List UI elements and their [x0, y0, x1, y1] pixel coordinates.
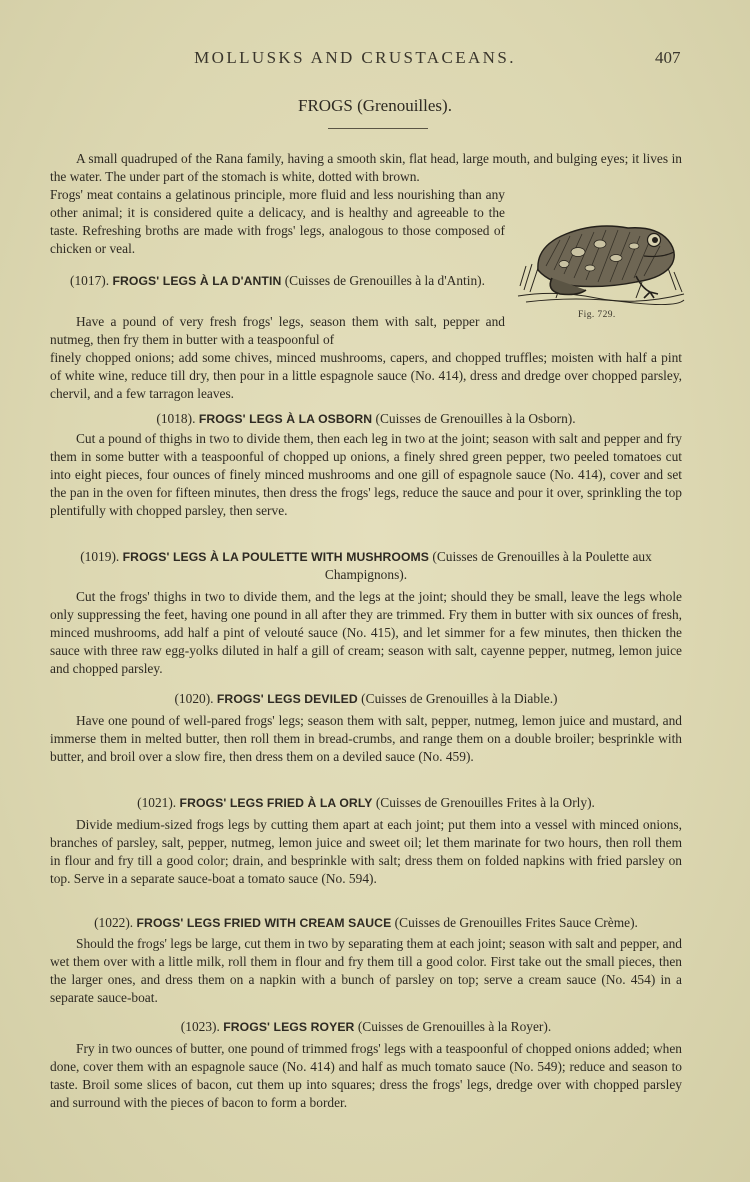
- recipe-heading-1022: (1022). FROGS' LEGS FRIED WITH CREAM SAUCE (Cuisses de Grenouilles Frites Sauce Crème).: [94, 915, 638, 930]
- figure-caption: Fig. 729.: [578, 310, 616, 320]
- frog-engraving-icon: [516, 206, 686, 306]
- page-number: 407: [655, 48, 681, 67]
- title-rule: [328, 128, 428, 129]
- recipe-heading-1017: (1017). FROGS' LEGS À LA D'ANTIN (Cuisses de Grenouilles à la d'Antin).: [70, 273, 485, 288]
- recipe-heading-1020: (1020). FROGS' LEGS DEVILED (Cuisses de Grenouilles à la Diable.): [174, 691, 558, 706]
- recipe-body-1021: Divide medium-sized frogs legs by cutting them apart at each joint; put them into a vessel with minced onions, branches of parsley, salt, pepper, nutmeg, lemon juice and sweet oil; let them marinate for two hours, then roll them in flour and fry till a good color; drain, and besprinkle with salt; dress them on folded napkins with fried parsley on top. Serve in a separate sauce-boat a tomato sauce (No. 594).: [50, 817, 682, 886]
- intro-paragraph-top: A small quadruped of the Rana family, having a smooth skin, flat head, large mouth, and bulging eyes; it lives in the water. The under part of the stomach is white, dotted with brown.: [50, 151, 682, 184]
- recipe-body-1017-side: Have a pound of very fresh frogs' legs, season them with salt, pepper and nutmeg, then fry them in butter with a teaspoonful of: [50, 314, 505, 347]
- recipe-heading-1019: (1019). FROGS' LEGS À LA POULETTE WITH MUSHROOMS (Cuisses de Grenouilles à la Poulette aux Champignons).: [80, 549, 652, 582]
- running-head: MOLLUSKS AND CRUSTACEANS.: [194, 48, 516, 67]
- recipe-body-1020: Have one pound of well-pared frogs' legs; season them with salt, pepper, nutmeg, lemon juice and mustard, and immerse them in melted butter, then roll them in bread-crumbs, and range them on a double broiler; besprinkle with butter, and broil over a slow fire, then dress them on a deviled sauce (No. 459).: [50, 713, 682, 764]
- recipe-body-1018: Cut a pound of thighs in two to divide them, then each leg in two at the joint; season with salt and pepper and fry them in some butter with a teaspoonful of chopped up onions, a finely shred green pepper, two peeled tomatoes cut into eight pieces, four ounces of finely minced mushrooms and one gill of espagnole sauce (No. 414), cover and set the pan in the oven for fifteen minutes, then dress the frogs' legs, reduce the sauce and pour it over, sprinkling the top plentifully with chopped parsley, then serve.: [50, 431, 682, 518]
- section-title: FROGS (Grenouilles).: [298, 96, 452, 115]
- intro-paragraph-side: Frogs' meat contains a gelatinous principle, more fluid and less nourishing than any other animal; it is considered quite a delicacy, and is healthy and agreeable to the taste. Refreshing broths are made with frogs' legs, analogous to those composed of chicken or veal.: [50, 187, 505, 256]
- recipe-body-1019: Cut the frogs' thighs in two to divide them, and the legs at the joint; should they be small, leave the legs whole only suppressing the feet, having one pound in all after they are trimmed. Fry them in butter with six ounces of fresh, minced mushrooms, add half a pint of velouté sauce (No. 415), and let simmer for a few minutes, then thicken the sauce with three raw egg-yolks diluted in half a gill of cream; season with salt, cayenne pepper, nutmeg, lemon juice and chopped parsley.: [50, 589, 682, 676]
- recipe-body-1023: Fry in two ounces of butter, one pound of trimmed frogs' legs with a teaspoonful of chopped onions added; when done, cover them with an espagnole sauce (No. 414) and half as much tomato sauce (No. 549); reduce and season to taste. Broil some slices of bacon, cut them up into squares; dress the frogs' legs, dredge over with chopped parsley and surround with the pieces of bacon to form a border.: [50, 1041, 682, 1110]
- recipe-heading-1018: (1018). FROGS' LEGS À LA OSBORN (Cuisses de Grenouilles à la Osborn).: [156, 411, 576, 426]
- recipe-heading-1023: (1023). FROGS' LEGS ROYER (Cuisses de Grenouilles à la Royer).: [180, 1019, 552, 1034]
- recipe-body-1017: finely chopped onions; add some chives, minced mushrooms, capers, and chopped truffles; moisten with half a pint of white wine, reduce till dry, then pour in a little espagnole sauce (No. 414), dress and dredge over chopped parsley, chervil, and a few tarragon leaves.: [50, 350, 682, 401]
- recipe-heading-1021: (1021). FROGS' LEGS FRIED À LA ORLY (Cuisses de Grenouilles Frites à la Orly).: [137, 795, 595, 810]
- recipe-body-1022: Should the frogs' legs be large, cut them in two by separating them at each joint; season with salt and pepper, and wet them over with a little milk, roll them in flour and fry them till a good color. First take out the small pieces, then the larger ones, and dress them on a napkin with a bunch of parsley on top; serve a cream sauce (No. 454) in a separate sauce-boat.: [50, 936, 682, 1005]
